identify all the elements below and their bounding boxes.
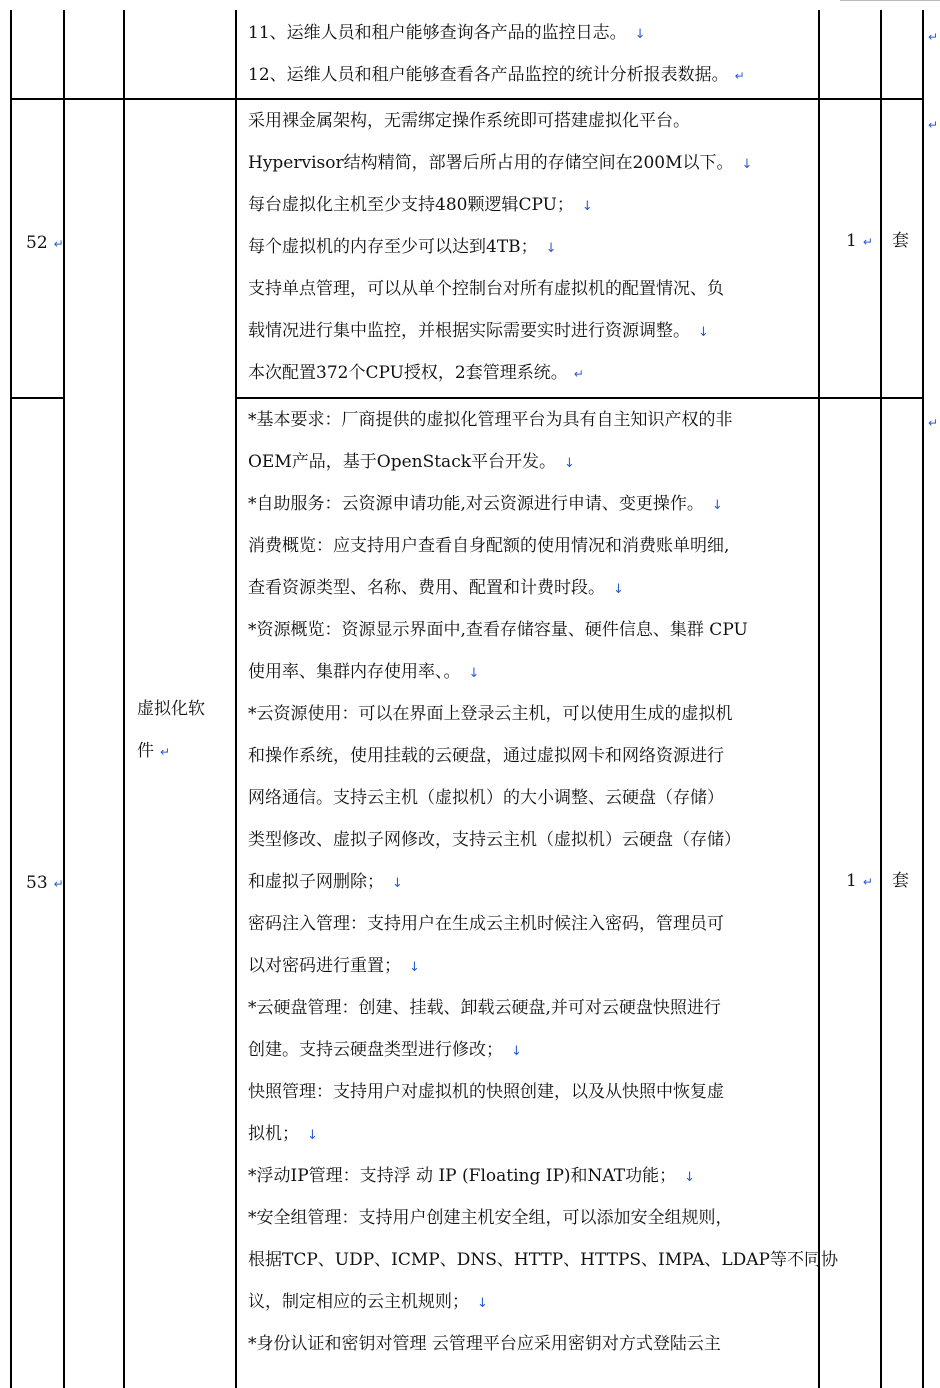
row-53-unit (892, 860, 909, 902)
paragraph-mark-icon: ↓ (634, 27, 646, 42)
column-divider-5 (880, 10, 882, 1388)
column-divider-1 (63, 10, 65, 1388)
paragraph-mark-icon: ↓ (468, 666, 480, 681)
cell-end-mark-icon: ↵ (734, 69, 745, 83)
description-line: *资源概览：资源显示界面中,查看存储容量、硬件信息、集群 CPU (248, 620, 748, 640)
cell-end-mark-icon: ↵ (53, 237, 64, 251)
row-52-number (26, 222, 64, 265)
paragraph-mark-icon: ↓ (684, 1170, 696, 1185)
description-line: 载情况进行集中监控，并根据实际需要实时进行资源调整。 (248, 321, 690, 341)
description-line: *安全组管理：支持用户创建主机安全组，可以添加安全组规则， (248, 1208, 733, 1228)
description-line: *浮动IP管理：支持浮 动 IP (Floating IP)和NAT功能； (248, 1166, 677, 1186)
quantity-value: 1 (846, 871, 857, 891)
description-line: 查看资源类型、名称、费用、配置和计费时段。 (248, 578, 605, 598)
row-52-quantity (846, 220, 873, 263)
description-line: 拟机； (248, 1124, 299, 1144)
description-line: 和虚拟子网删除； (248, 872, 384, 892)
quantity-value: 1 (846, 231, 857, 251)
description-line: Hypervisor结构精简，部署后所占用的存储空间在200M以下。 (248, 153, 734, 173)
paragraph-mark-icon: ↓ (392, 876, 403, 891)
paragraph-mark-icon: ↓ (545, 241, 557, 256)
description-line: 密码注入管理：支持用户在生成云主机时候注入密码，管理员可 (248, 914, 724, 934)
description-line: *云资源使用：可以在界面上登录云主机，可以使用生成的虚拟机 (248, 704, 733, 724)
description-line: 议，制定相应的云主机规则； (248, 1292, 469, 1312)
description-line: 以对密码进行重置； (248, 956, 401, 976)
cell-end-mark-icon: ↵ (160, 745, 171, 759)
description-line: *基本要求：厂商提供的虚拟化管理平台为具有自主知识产权的非 (248, 410, 733, 430)
product-name-line: 件 (137, 741, 154, 761)
row-number: 52 (26, 233, 48, 253)
paragraph-mark-icon: ↓ (409, 960, 420, 975)
description-line: 12、运维人员和租户能够查看各产品监控的统计分析报表数据。 (248, 65, 729, 85)
paragraph-mark-icon: ↓ (698, 325, 709, 340)
paragraph-mark-icon: ↓ (511, 1044, 522, 1059)
description-line: 消费概览：应支持用户查看自身配额的使用情况和消费账单明细, (248, 536, 730, 556)
row-divider-53 (10, 397, 64, 399)
paragraph-mark-icon: ↓ (613, 582, 624, 597)
description-line: 支持单点管理，可以从单个控制台对所有虚拟机的配置情况、负 (248, 279, 724, 299)
description-line: 每个虚拟机的内存至少可以达到4TB； (248, 237, 538, 257)
table-border-right (922, 10, 924, 1388)
description-line: 每台虚拟化主机至少支持480颗逻辑CPU； (248, 195, 574, 215)
cell-end-mark-icon: ↵ (53, 877, 64, 891)
top-edge-line (840, 0, 940, 1)
description-line: 快照管理：支持用户对虚拟机的快照创建，以及从快照中恢复虚 (248, 1082, 724, 1102)
description-line: *身份认证和密钥对管理 云管理平台应采用密钥对方式登陆云主 (248, 1334, 721, 1354)
cell-end-mark-icon: ↵ (862, 235, 873, 249)
cell-end-mark-icon: ↵ (573, 367, 584, 381)
row-53-number (26, 862, 64, 905)
table-border-left (10, 10, 12, 1388)
description-line: 根据TCP、UDP、ICMP、DNS、HTTP、HTTPS、IMPA、LDAP等不同协 (248, 1250, 838, 1270)
description-line: 和操作系统，使用挂载的云硬盘，通过虚拟网卡和网络资源进行 (248, 746, 724, 766)
description-line: 网络通信。支持云主机（虚拟机）的大小调整、云硬盘（存储） (248, 788, 724, 808)
description-line: 使用率、集群内存使用率、。 (248, 662, 461, 682)
column-divider-2 (123, 10, 125, 1388)
paragraph-mark-icon: ↓ (581, 199, 593, 214)
row-52-description (248, 100, 752, 394)
unit-value: 套 (892, 231, 909, 251)
paragraph-mark-icon: ↓ (307, 1128, 318, 1143)
cell-end-mark-icon: ↵ (862, 875, 873, 889)
paragraph-mark-icon: ↓ (711, 498, 723, 513)
paragraph-mark-icon: ↓ (741, 157, 753, 172)
description-line: *自助服务：云资源申请功能,对云资源进行申请、变更操作。 (248, 494, 704, 514)
description-line: OEM产品，基于OpenStack平台开发。 (248, 452, 557, 472)
description-line: 类型修改、虚拟子网修改，支持云主机（虚拟机）云硬盘（存储） (248, 830, 741, 850)
description-line: 本次配置372个CPU授权，2套管理系统。 (248, 363, 568, 383)
paragraph-mark-icon: ↓ (477, 1296, 488, 1311)
paragraph-mark-icon: ↓ (564, 456, 575, 471)
description-line: *云硬盘管理：创建、挂载、卸载云硬盘,并可对云硬盘快照进行 (248, 998, 721, 1018)
description-line: 11、运维人员和租户能够查询各产品的监控日志。 (248, 23, 627, 43)
product-name-line: 虚拟化软 (137, 699, 205, 719)
continuation-description (248, 12, 745, 96)
row-52-unit (892, 220, 909, 262)
description-line: 创建。支持云硬盘类型进行修改； (248, 1040, 503, 1060)
row-53-description (248, 399, 838, 1365)
row-end-mark-icon: ↵ (928, 416, 939, 430)
row-53-quantity (846, 860, 873, 903)
row-end-mark-icon: ↵ (928, 118, 939, 132)
row-53-product-name (137, 688, 205, 772)
column-divider-3 (235, 10, 237, 1388)
description-line: 采用裸金属架构，无需绑定操作系统即可搭建虚拟化平台。 (248, 111, 690, 131)
unit-value: 套 (892, 871, 909, 891)
row-end-mark-icon: ↵ (928, 30, 939, 44)
row-number: 53 (26, 873, 48, 893)
